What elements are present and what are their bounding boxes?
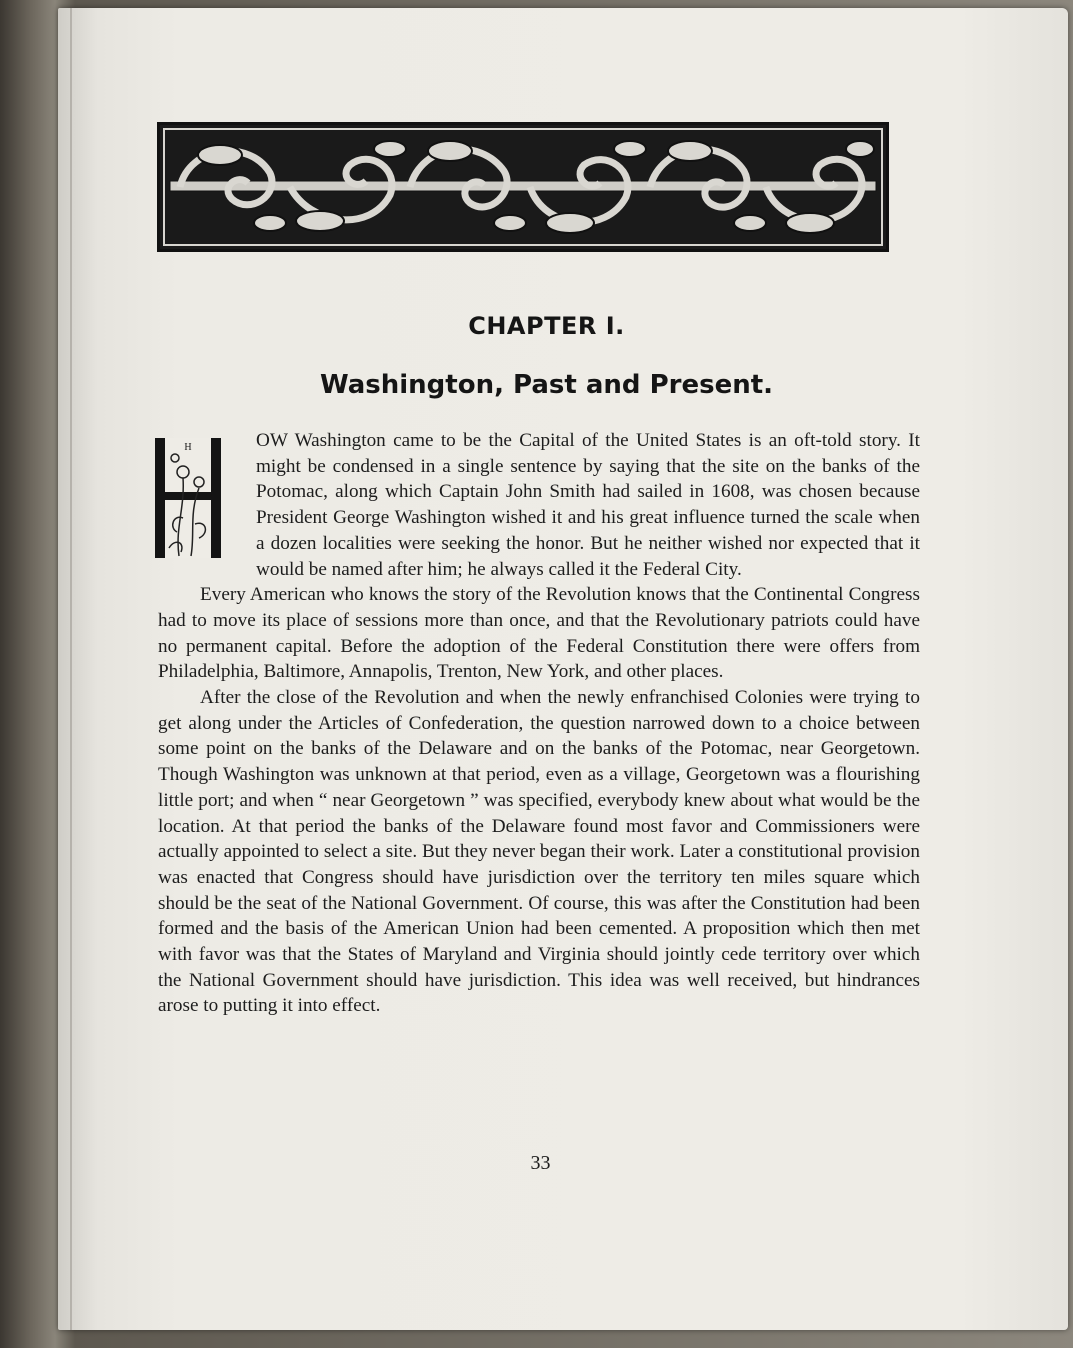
ornamental-headpiece (157, 122, 889, 252)
paragraph-2: Every American who knows the story of the Revolution knows that the Continental Congress had to move its place of sessions more than once, and that the Revolutionary patriots could have no permanent capital. Before the adoption of the Federal Constitution there were offers from Philadelphia, Baltimore, Annapolis, Trenton, New York, and other places. (158, 584, 920, 683)
dropcap-initial (155, 438, 223, 558)
paragraph-1-text: OW Washington came to be the Capital of the United States is an oft-told story. It might be condensed in a single sentence by saying that the site on the banks of the Potomac, along which Captain John Smith had sailed in 1608, was chosen because President George Washington wished it and his great influence turned the scale when a dozen localities were seeking the honor. But he neither wished nor expected that it would be named after him; he always called it the Federal City. (256, 430, 920, 580)
paragraph-1 (158, 428, 920, 582)
chapter-body (158, 428, 920, 1019)
chapter-label: CHAPTER I. (468, 312, 625, 340)
chapter-title: Washington, Past and Present. (319, 370, 774, 400)
paragraph-3: After the close of the Revolution and when the newly enfranchised Colonies were trying to get along under the Articles of Confederation, the question narrowed down to a choice between some point on the banks of the Delaware and on the banks of the Potomac, near Georgetown. Though Washington was unknown at that period, even as a village, Georgetown was a flourishing little port; and when “ near Georgetown ” was specified, everybody knew about what would be the location. At that period the banks of the Delaware found most favor and Commissioners were actually appointed to select a site. But they never began their work. Later a constitutional provision was enacted that Congress should have jurisdiction over the territory ten miles square which should be the seat of the National Government. Of course, this was after the Constitution had been formed and the basis of the American Union had been cemented. A proposition which then met with favor was that the States of Maryland and Virginia should jointly cede territory over which the National Government should have jurisdiction. This idea was well received, but hindrances arose to putting it into effect. (158, 687, 920, 1017)
dropcap-letter: H (184, 442, 192, 453)
page-number: 33 (530, 1152, 551, 1174)
floral-initial-icon (155, 438, 223, 558)
acanthus-scroll-icon (160, 125, 886, 249)
page-gutter (70, 8, 72, 1330)
